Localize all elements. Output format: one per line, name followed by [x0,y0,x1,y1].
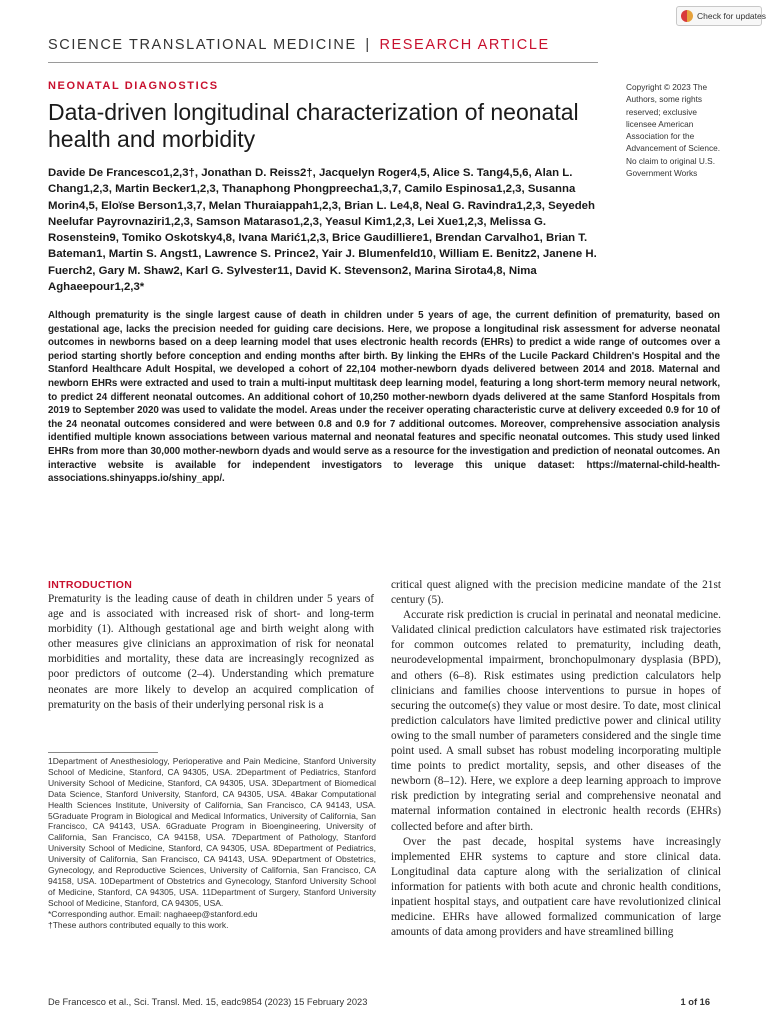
check-for-updates-label: Check for updates [697,11,766,21]
footnote-divider [48,752,158,753]
journal-header [48,37,550,53]
article-category: NEONATAL DIAGNOSTICS [48,80,219,92]
intro-paragraph-2: Accurate risk prediction is crucial in perinatal and neonatal medicine. Validated clinical prediction calculators have estimated risk trajectories for common outcomes related to prematurity, including death, neurodevelopmental impairment, bronchopulmonary dysplasia (BPD), and others (6–8). Risk estimates using prediction calculators help clinicians and families choose interventions to pursue in hopes of securing the outcome(s) they value or most desire. To date, most clinical prediction calculators have limited predictive power and clinical utility owing to the small number of parameters considered and the single time point used. A small subset has robust modeling incorporating multiple time points to predict mortality, sepsis, and other diseases of the newborn (8–12). Here, we explore a deep learning approach to improve risk prediction by integrating serial and comprehensive neonatal and maternal information contained in electronic health records (EHRs) collected before and after birth. [391,609,721,833]
article-title: Data-driven longitudinal characterization of neonatal health and morbidity [48,99,579,152]
intro-paragraph-1-cont: critical quest aligned with the precision medicine mandate of the 21st century (5). [391,579,721,607]
right-column [391,578,721,940]
copyright-notice: Copyright © 2023 The Authors, some rights reserved; exclusive licensee American Association for the Advancement of Science. No claim to original U.S. Government Works [626,82,721,179]
introduction-heading: INTRODUCTION [48,579,133,591]
corresponding-author: *Corresponding author. Email: naghaeep@stanford.edu [48,908,258,919]
check-for-updates-button[interactable] [676,6,766,26]
affiliations: 1Department of Anesthesiology, Perioperative and Pain Medicine, Stanford University School of Medicine, Stanford, CA 94305, USA. 2Department of Pediatrics, Stanford University School of Medicine, Stanford, CA 94305, USA. 3Department of Biomedical Data Science, Stanford University, Stanford, CA 94305, USA. 4Bakar Computational Health Sciences Institute, University of California, San Francisco, CA 94143, USA. 5Graduate Program in Biological and Medical Informatics, University of California, San Francisco, CA 94143, USA. 6Graduate Program in Bioengineering, University of California, San Francisco, CA 94158, USA. 7Department of Pathology, Stanford University School of Medicine, Stanford, CA 94305, USA. 8Department of Pediatrics, University of California, San Francisco, CA 94143, USA. 9Department of Obstetrics, Gynecology, and Reproductive Sciences, University of California, San Francisco, CA 94158, USA. 10Department of Obstetrics and Gynecology, Stanford University School of Medicine, Stanford, CA 94305, USA. 11Department of Surgery, Stanford University School of Medicine, Stanford, CA 94305, USA. [48,756,376,908]
page-number: 1 of 16 [680,997,710,1007]
left-column [48,578,374,713]
equal-contribution-note: †These authors contributed equally to this work. [48,919,229,930]
citation-line: De Francesco et al., Sci. Transl. Med. 15, eadc9854 (2023) 15 February 2023 [48,997,368,1007]
header-divider [48,62,598,63]
abstract: Although prematurity is the single largest cause of death in children under 5 years of age, the current definition of prematurity, based on gestational age, lacks the precision needed for guiding care decisions. Here, we propose a longitudinal risk assessment for adverse neonatal outcomes in newborns based on a deep learning model that uses electronic health records (EHRs) to predict a wide range of outcomes over a period starting shortly before conception and ending months after birth. By linking the EHRs of the Lucile Packard Children's Hospital and the Stanford Healthcare Adult Hospital, we developed a cohort of 22,104 mother-newborn dyads delivered between 2014 and 2018. Maternal and newborn EHRs were extracted and used to train a multi-input multitask deep learning model, featuring a long short-term memory neural network, to predict 24 different neonatal outcomes. An additional cohort of 10,250 mother-newborn dyads delivered at the same Stanford Hospitals from 2019 to September 2020 was used to validate the model. Areas under the receiver operating characteristic curve at delivery exceeded 0.9 for 10 of the 24 neonatal outcomes considered and were between 0.8 and 0.9 for 7 additional outcomes. Moreover, comprehensive association analysis identified multiple known associations between various maternal and neonatal features and specific neonatal outcomes. This study used linked EHRs from more than 30,000 mother-newborn dyads and would serve as a resource for the investigation and prediction of neonatal outcomes. An interactive website is available for independent investigators to leverage this unique dataset: https://maternal-child-health-associations.shinyapps.io/shiny_app/. [48,310,720,485]
article-type: RESEARCH ARTICLE [379,37,550,53]
intro-paragraph-3: Over the past decade, hospital systems have increasingly implemented EHR systems to capture and store clinical data. Longitudinal data capture along with the serialization of clinical information for patients with both acute and chronic health conditions, inpatient hospital stays, and outpatient care have revolutionized clinical medicine. EHRs have allowed formalized communication of large amounts of data among providers and have streamlined billing [391,835,721,939]
header-separator: | [365,37,371,53]
footnotes [48,756,376,931]
author-list: Davide De Francesco1,2,3†, Jonathan D. Reiss2†, Jacquelyn Roger4,5, Alice S. Tang4,5,6, Alan L. Chang1,2,3, Martin Becker1,2,3, Thanaphong Phongpreecha1,3,7, Camilo Espinosa1,2,3, Susanna Morin4,5, Eloïse Berson1,3,7, Melan Thuraiappah1,2,3, Brian L. Le4,8, Neal G. Ravindra1,2,3, Seyedeh Neelufar Payrovnaziri1,2,3, Samson Mataraso1,2,3, Yeasul Kim1,2,3, Lei Xue1,2,3, Melissa G. Rosenstein9, Tomiko Oskotsky4,8, Ivana Marić1,2,3, Brice Gaudilliere1, Brendan Carvalho1, Brian T. Bateman1, Martin S. Angst1, Lawrence S. Prince2, Yair J. Blumenfeld10, William E. Benitz2, Janene H. Fuerch2, Gary M. Shaw2, Karl G. Sylvester11, David K. Stevenson2, Marina Sirota4,8, Nima Aghaeepour1,2,3* [48,167,597,294]
intro-paragraph-1: Prematurity is the leading cause of death in children under 5 years of age and is associated with increased risk of short- and long-term morbidity (1). Although gestational age and birth weight along with other measures give clinicians an approximation of risk for neonatal morbidities and mortality, these data are increasingly recognized as poor predictors of outcome (2–4). Understanding which premature neonates are more likely to develop an acquired complication of prematurity on the basis of their underlying personal risk is a [48,593,374,711]
journal-name: SCIENCE TRANSLATIONAL MEDICINE [48,37,357,53]
crossmark-icon [681,10,693,22]
